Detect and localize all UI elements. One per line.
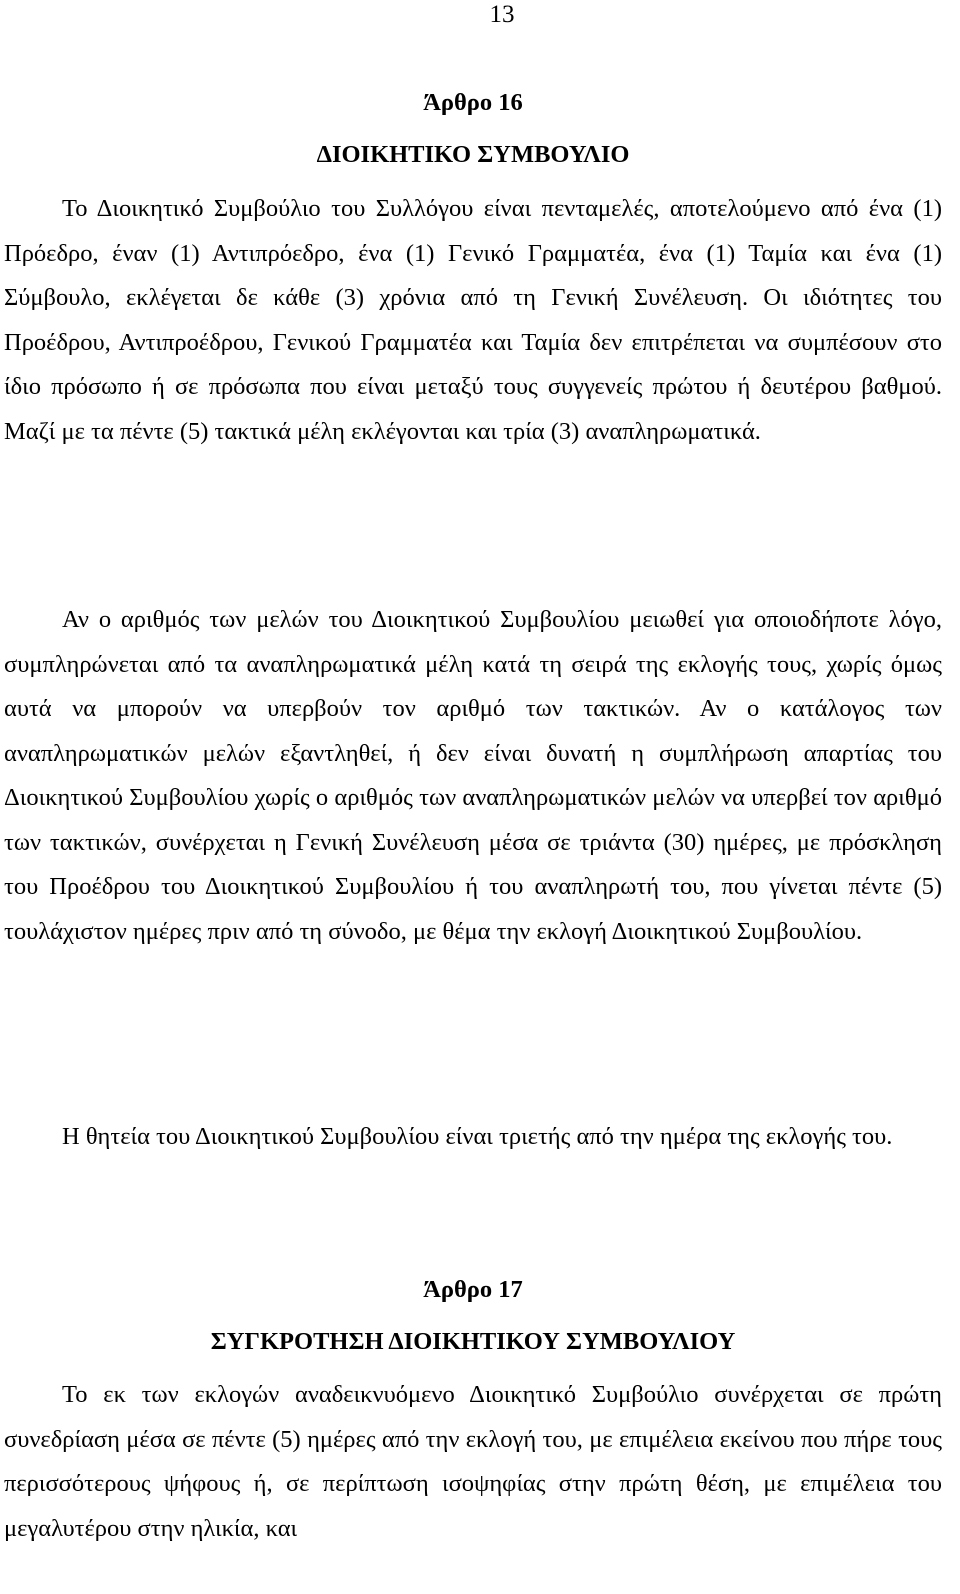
article-17-number: Άρθρο 17 <box>423 1276 523 1303</box>
page-number: 13 <box>489 1 515 28</box>
article-17-title: ΣΥΓΚΡΟΤΗΣΗ ΔΙΟΙΚΗΤΙΚΟΥ ΣΥΜΒΟΥΛΙΟΥ <box>210 1328 736 1355</box>
article-16-paragraph-3: Η θητεία του Διοικητικού Συμβουλίου είναι τριετής από την ημέρα της εκλογής του. <box>62 1123 893 1150</box>
article-16-paragraph-1: Το Διοικητικό Συμβούλιο του Συλλόγου είναι πενταμελές, αποτελούμενο από ένα (1) Πρόεδρο, έναν (1) Αντιπρόεδρο, ένα (1) Γενικό Γραμματέα, ένα (1) Ταμία και ένα (1) Σύμβουλο, εκλέγεται δε κάθε (3) χρόνια από τη Γενική Συνέλευση. Οι ιδιότητες του Προέδρου, Αντιπροέδρου, Γενικού Γραμματέα και Ταμία δεν επιτρέπεται να συμπέσουν στο ίδιο πρόσωπο ή σε πρόσωπα που είναι μεταξύ τους συγγενείς πρώτου ή δευτέρου βαθμού. Μαζί με τα πέντε (5) τακτικά μέλη εκλέγονται και τρία (3) αναπληρωματικά. <box>4 195 942 445</box>
article-16-number: Άρθρο 16 <box>423 89 523 116</box>
article-16-paragraph-2: Αν ο αριθμός των μελών του Διοικητικού Συμβουλίου μειωθεί για οποιοδήποτε λόγο, συμπληρώνεται από τα αναπληρωματικά μέλη κατά τη σειρά της εκλογής τους, χωρίς όμως αυτά να μπορούν να υπερβούν τον αριθμό των τακτικών. Αν ο κατάλογος των αναπληρωματικών μελών εξαντληθεί, ή δεν είναι δυνατή η συμπλήρωση απαρτίας του Διοικητικού Συμβουλίου χωρίς ο αριθμός των αναπληρωματικών μελών να υπερβεί τον αριθμό των τακτικών, συνέρχεται η Γενική Συνέλευση μέσα σε τριάντα (30) ημέρες, με πρόσκληση του Προέδρου του Διοικητικού Συμβουλίου ή του αναπληρωτή του, που γίνεται πέντε (5) τουλάχιστον ημέρες πριν από τη σύνοδο, με θέμα την εκλογή Διοικητικού Συμβουλίου. <box>4 606 942 945</box>
article-16-title: ΔΙΟΙΚΗΤΙΚΟ ΣΥΜΒΟΥΛΙΟ <box>316 141 630 168</box>
article-17-paragraph-1: Το εκ των εκλογών αναδεικνυόμενο Διοικητικό Συμβούλιο συνέρχεται σε πρώτη συνεδρίαση μέσα σε πέντε (5) ημέρες από την εκλογή του, με επιμέλεια εκείνου που πήρε τους περισσότερους ψήφους ή, σε περίπτωση ισοψηφίας στην πρώτη θέση, με επιμέλεια του μεγαλυτέρου στην ηλικία, και <box>4 1381 942 1542</box>
